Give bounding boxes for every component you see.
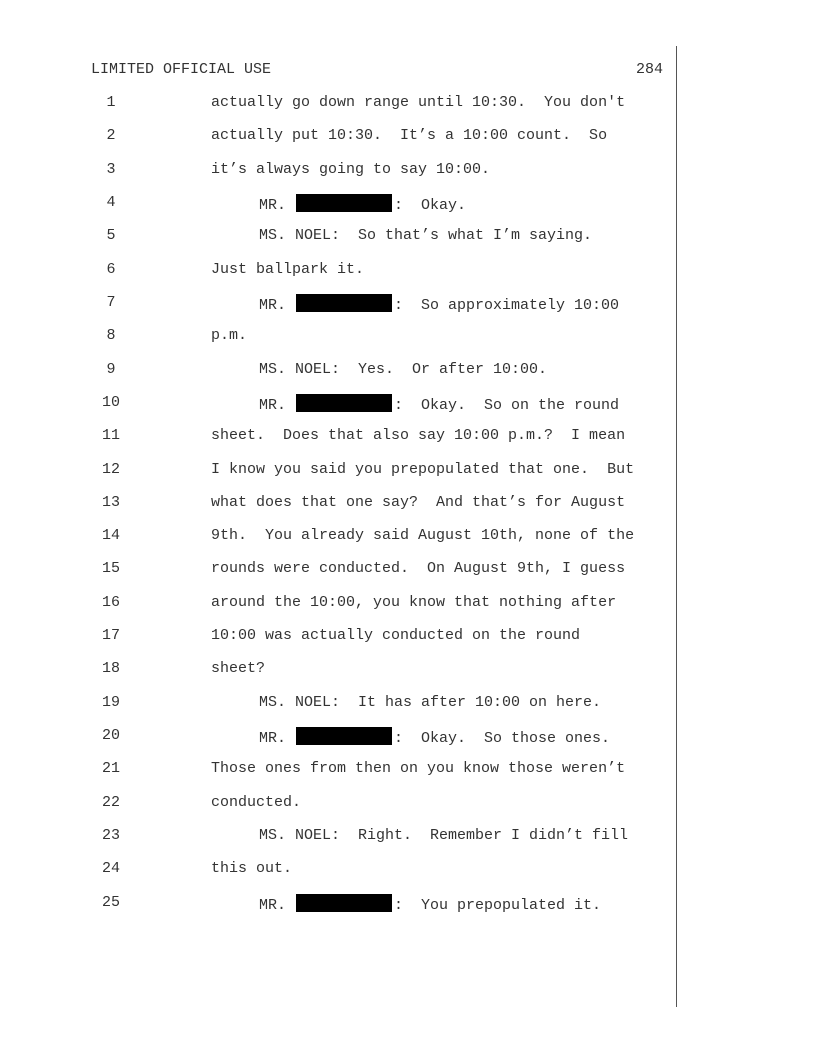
line-text: p.m. — [211, 327, 248, 345]
line-text: MS. NOEL: Right. Remember I didn’t fill — [259, 827, 629, 845]
transcript-line — [0, 294, 816, 318]
line-number: 22 — [101, 793, 120, 811]
line-text — [259, 194, 466, 214]
transcript-line — [0, 594, 816, 618]
line-number: 13 — [101, 493, 120, 511]
line-number: 25 — [101, 893, 120, 911]
transcript-line — [0, 527, 816, 551]
line-number: 21 — [101, 760, 120, 778]
transcript-line — [0, 794, 816, 818]
transcript-line — [0, 461, 816, 485]
line-text: 9th. You already said August 10th, none of the — [211, 527, 635, 545]
transcript-line — [0, 427, 816, 451]
line-number: 10 — [101, 393, 120, 411]
line-number: 7 — [106, 293, 116, 311]
line-number: 16 — [101, 593, 120, 611]
line-text: sheet? — [211, 660, 266, 678]
transcript-line — [0, 394, 816, 418]
speaker-title: MR. — [259, 896, 287, 914]
line-text: Those ones from then on you know those weren’t — [211, 760, 626, 778]
transcript-line — [0, 361, 816, 385]
line-number: 12 — [101, 460, 120, 478]
transcript-line — [0, 694, 816, 718]
line-text: conducted. — [211, 793, 302, 811]
transcript-line — [0, 827, 816, 851]
line-text: this out. — [211, 860, 293, 878]
line-number: 17 — [101, 627, 120, 645]
line-text — [259, 894, 601, 914]
spoken-text: : You prepopulated it. — [394, 896, 602, 914]
transcript-line — [0, 660, 816, 684]
line-text: around the 10:00, you know that nothing after — [211, 593, 617, 611]
transcript-line — [0, 727, 816, 751]
redaction-box — [296, 727, 392, 745]
line-number: 11 — [101, 427, 120, 445]
transcript-line — [0, 627, 816, 651]
line-text — [259, 727, 610, 747]
page-number: 284 — [636, 61, 664, 78]
transcript-line — [0, 494, 816, 518]
line-text — [259, 394, 619, 414]
transcript-line — [0, 194, 816, 218]
transcript-line — [0, 560, 816, 584]
line-number: 8 — [106, 327, 116, 345]
line-text: MS. NOEL: It has after 10:00 on here. — [259, 693, 602, 711]
speaker-title: MR. — [259, 730, 287, 748]
line-number: 19 — [101, 693, 120, 711]
line-number: 5 — [106, 227, 116, 245]
line-number: 2 — [106, 127, 116, 145]
line-text: what does that one say? And that’s for August — [211, 493, 626, 511]
transcript-line — [0, 127, 816, 151]
line-number: 1 — [106, 94, 116, 111]
line-text: MS. NOEL: Yes. Or after 10:00. — [259, 360, 548, 378]
spoken-text: : Okay. So those ones. — [394, 730, 611, 748]
transcript-line — [0, 227, 816, 251]
transcript-line — [0, 94, 816, 118]
line-text: actually go down range until 10:30. You don't — [211, 94, 626, 111]
classification-header: LIMITED OFFICIAL USE — [91, 61, 272, 78]
transcript-line — [0, 327, 816, 351]
line-text: MS. NOEL: So that’s what I’m saying. — [259, 227, 593, 245]
transcript-line — [0, 894, 816, 918]
line-text — [259, 294, 619, 314]
transcript-line — [0, 760, 816, 784]
redaction-box — [296, 394, 392, 412]
line-text: it’s always going to say 10:00. — [211, 160, 491, 178]
line-number: 23 — [101, 827, 120, 845]
line-number: 9 — [106, 360, 116, 378]
redaction-box — [296, 294, 392, 312]
speaker-title: MR. — [259, 196, 287, 214]
line-text: rounds were conducted. On August 9th, I guess — [211, 560, 626, 578]
transcript-line — [0, 161, 816, 185]
line-text: actually put 10:30. It’s a 10:00 count. So — [211, 127, 608, 145]
spoken-text: : Okay. — [394, 196, 467, 214]
line-number: 24 — [101, 860, 120, 878]
line-number: 15 — [101, 560, 120, 578]
line-number: 20 — [101, 727, 120, 745]
transcript-line — [0, 860, 816, 884]
redaction-box — [296, 194, 392, 212]
line-text: I know you said you prepopulated that one. But — [211, 460, 635, 478]
line-number: 14 — [101, 527, 120, 545]
line-text: 10:00 was actually conducted on the round — [211, 627, 581, 645]
line-number: 18 — [101, 660, 120, 678]
speaker-title: MR. — [259, 396, 287, 414]
spoken-text: : So approximately 10:00 — [394, 296, 620, 314]
redaction-box — [296, 894, 392, 912]
line-text: sheet. Does that also say 10:00 p.m.? I mean — [211, 427, 626, 445]
speaker-title: MR. — [259, 296, 287, 314]
line-text: Just ballpark it. — [211, 260, 365, 278]
line-number: 3 — [106, 160, 116, 178]
line-number: 4 — [106, 193, 116, 211]
line-number: 6 — [106, 260, 116, 278]
transcript-line — [0, 261, 816, 285]
spoken-text: : Okay. So on the round — [394, 396, 620, 414]
